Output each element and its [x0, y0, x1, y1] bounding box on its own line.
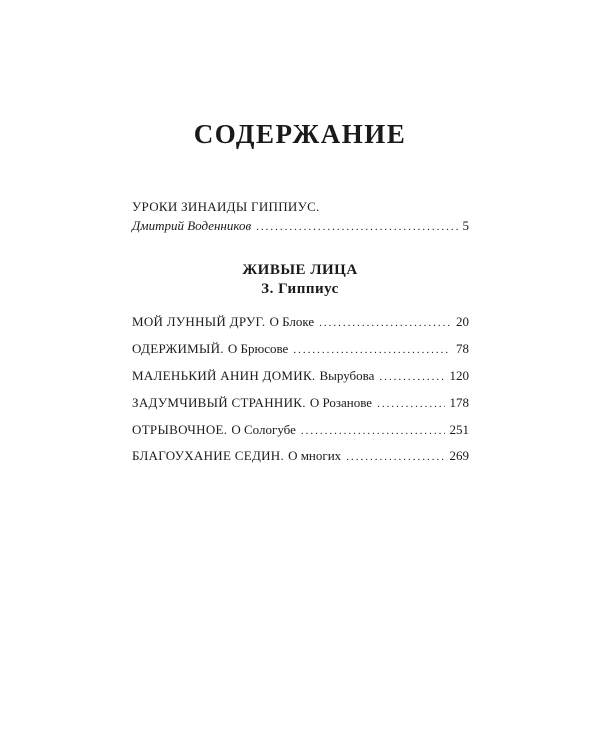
leader-dots	[293, 342, 451, 358]
entry-page: 269	[449, 448, 469, 463]
leader-dots	[377, 396, 444, 412]
intro-entry	[132, 218, 469, 235]
entry-page: 20	[456, 314, 469, 329]
entry-page: 178	[449, 395, 469, 410]
leader-dots	[379, 369, 444, 385]
entry-title: ОДЕРЖИМЫЙ.	[132, 341, 224, 356]
entry-title: МОЙ ЛУННЫЙ ДРУГ.	[132, 314, 266, 329]
leader-dots	[346, 449, 444, 465]
entry-subject: О Брюсове	[227, 341, 289, 356]
entry-title: ЗАДУМЧИВЫЙ СТРАННИК.	[132, 395, 306, 410]
toc-entry	[132, 314, 469, 331]
section-author: З. Гиппиус	[261, 281, 339, 297]
leader-dots	[301, 423, 445, 439]
page-title: СОДЕРЖАНИЕ	[193, 119, 407, 149]
toc-entry	[132, 422, 469, 439]
toc-entry	[132, 341, 469, 358]
leader-dots	[256, 219, 457, 235]
leader-dots	[319, 315, 451, 331]
entry-title: ОТРЫВОЧНОЕ.	[132, 422, 228, 437]
entry-subject: О Сологубе	[231, 422, 296, 437]
toc-entry	[132, 448, 469, 465]
section-title: ЖИВЫЕ ЛИЦА	[242, 262, 358, 278]
intro-author: Дмитрий Воденников	[132, 218, 252, 233]
entry-subject: О Розанове	[309, 395, 373, 410]
intro-title: УРОКИ ЗИНАИДЫ ГИППИУС.	[132, 199, 320, 214]
entry-title: БЛАГОУХАНИЕ СЕДИН.	[132, 448, 285, 463]
toc-entry	[132, 395, 469, 412]
entry-page: 251	[449, 422, 469, 437]
entry-page: 120	[449, 368, 469, 383]
entry-page: 78	[456, 341, 469, 356]
toc-entry	[132, 368, 469, 385]
entry-subject: О Блоке	[269, 314, 315, 329]
intro-page: 5	[462, 218, 469, 233]
entry-subject: О многих	[288, 448, 342, 463]
entry-title: МАЛЕНЬКИЙ АНИН ДОМИК.	[132, 368, 316, 383]
entry-subject: Вырубова	[319, 368, 375, 383]
